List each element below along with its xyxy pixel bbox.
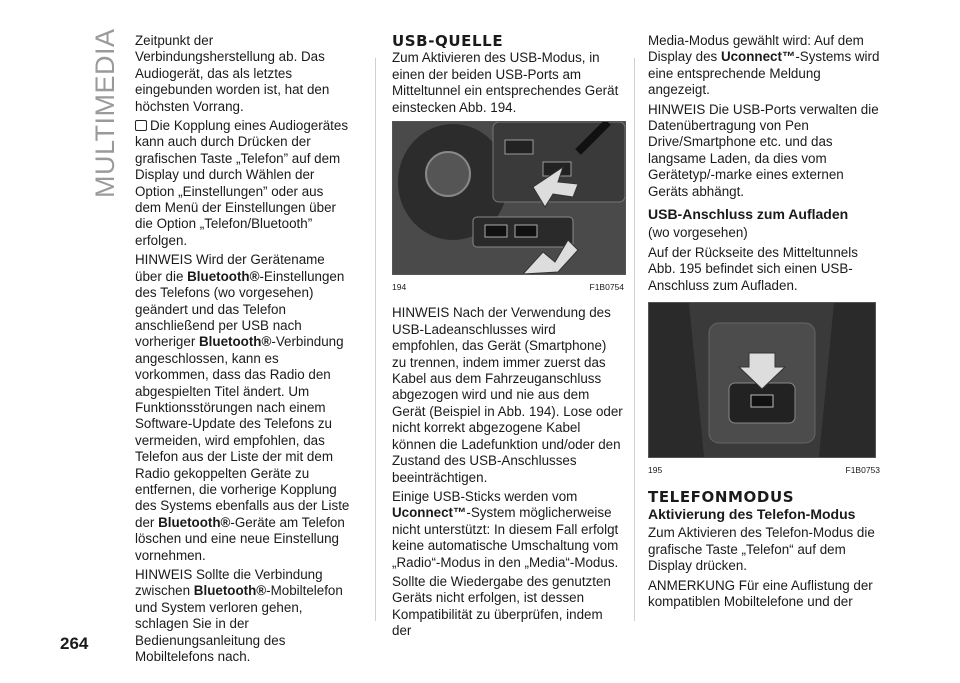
- paragraph: Zum Aktivieren des Telefon-Modus die grafische Taste „Telefon“ auf dem Display drücken.: [648, 525, 875, 574]
- paragraph: [648, 33, 880, 99]
- paragraph: [392, 489, 624, 571]
- brand-text: Bluetooth®: [158, 514, 231, 530]
- text: -Verbindung angeschlossen, kann es vorkommen, dass das Radio den abgespielten Titel ändert. Um Funktionsstörungen nach einem Software-Update des Telefons zu vermeiden, wird empfohlen, das Telefon aus der Liste der mit dem Radio gekoppelten Geräte zu entfernen, die vorherige Kopplung des Systems ebenfalls aus der Liste der: [135, 334, 350, 530]
- column-1: [135, 33, 353, 668]
- figure-194-image: [392, 121, 626, 275]
- brand-text: Uconnect™: [720, 49, 796, 65]
- paragraph: Auf der Rückseite des Mitteltunnels Abb. 195 befindet sich einen USB-Anschluss zum Aufladen.: [648, 244, 858, 293]
- paragraph: Sollte die Wiedergabe des genutzten Geräts nicht erfolgen, ist dessen Kompatibilität zu überprüfen, indem der: [392, 573, 611, 639]
- page-number: 264: [60, 634, 89, 653]
- figure-caption: [648, 462, 880, 478]
- rear-usb-illustration: [649, 303, 875, 457]
- column-divider: [375, 58, 376, 621]
- text: HINWEIS Sollte die Verbindung zwischen: [135, 567, 323, 599]
- paragraph-text: Die Kopplung eines Audiogerätes kann auch durch Drücken der grafischen Taste „Telefon” auf dem Display und durch Wählen der Option „Einstellungen” oder aus dem Menü der Einstellungen über die Option „Telefon/Bluetooth” erfolgen.: [135, 118, 349, 248]
- note-paragraph: [135, 252, 353, 564]
- column-divider: [634, 58, 635, 621]
- figure-number: 195: [648, 465, 663, 476]
- text: Media-Modus gewählt wird: Auf dem Display des: [648, 33, 864, 65]
- section-heading: TELEFONMODUS: [648, 487, 795, 506]
- figure-code: F1B0753: [845, 465, 880, 476]
- figure-number: 194: [392, 282, 407, 293]
- section-tab-label: MULTIMEDIA: [90, 28, 120, 198]
- paragraph: [135, 118, 353, 249]
- note-paragraph: ANMERKUNG Für eine Auflistung der kompatiblen Mobiltelefone und der: [648, 577, 873, 609]
- usb-ports-illustration: [393, 122, 625, 274]
- paragraph: Zum Aktivieren des USB-Modus, in einen der beiden USB-Ports am Mitteltunnel ein entsprechendes Gerät einstecken Abb. 194.: [392, 50, 619, 115]
- column-3: [648, 33, 880, 613]
- paragraph: (wo vorgesehen): [648, 225, 748, 241]
- brand-text: Uconnect™: [392, 505, 467, 521]
- note-paragraph: HINWEIS Die USB-Ports verwalten die Datenübertragung von Pen Drive/Smartphone etc. und das langsame Laden, da dies vom Gerätetyp/-marke eines externen Geräts abhängt.: [648, 101, 879, 199]
- figure-caption: [392, 279, 624, 295]
- text: -Geräte am Telefon löschen und eine neue Einstellung vornehmen.: [135, 514, 345, 563]
- text: HINWEIS Wird der Gerätename über die: [135, 252, 325, 284]
- subsection-heading: Aktivierung des Telefon-Modus: [648, 505, 856, 522]
- phone-icon: [135, 120, 147, 131]
- figure-code: F1B0754: [589, 282, 624, 293]
- subsection-heading: USB-Anschluss zum Aufladen: [648, 206, 849, 223]
- brand-text: Bluetooth®: [187, 268, 260, 284]
- brand-text: Bluetooth®: [193, 583, 267, 599]
- paragraph: Zeitpunkt der Verbindungsherstellung ab. Das Audiogerät, das als letztes eingebunden worden ist, hat den höchsten Vorrang.: [135, 33, 330, 114]
- text: -Einstellungen des Telefons (wo vorgesehen) geändert und das Telefon anschließend per USB nach vorheriger: [135, 268, 345, 350]
- text: -Mobiltelefon und System verloren gehen, schlagen Sie in der Bedienungsanleitung des Mobiltelefons nach.: [135, 583, 343, 665]
- section-heading: USB-QUELLE: [392, 32, 504, 50]
- column-2: [392, 33, 624, 643]
- section-tab: [52, 28, 120, 198]
- note-paragraph: [135, 567, 353, 665]
- text: -Systems wird eine entsprechende Meldung angezeigt.: [648, 49, 880, 98]
- brand-text: Bluetooth®: [199, 334, 272, 350]
- note-paragraph: HINWEIS Nach der Verwendung des USB-Ladeanschlusses wird empfohlen, das Gerät (Smartphone) zu trennen, indem immer zuerst das Kabel aus dem Fahrzeuganschluss abgezogen wird und nie aus dem Gerät (Beispiel in Abb. 194). Lose oder nicht korrekt abgezogene Kabel können die Ladefunktion und/oder den Zustand des USB-Anschlusses beeinträchtigen.: [392, 305, 623, 485]
- text: -System möglicherweise nicht unterstützt: In diesem Fall erfolgt keine automatische Umschaltung vom „Radio“-Modus in den „Media“-Modus.: [392, 505, 619, 570]
- text: Einige USB-Sticks werden vom: [392, 488, 578, 504]
- figure-195-image: [648, 302, 876, 458]
